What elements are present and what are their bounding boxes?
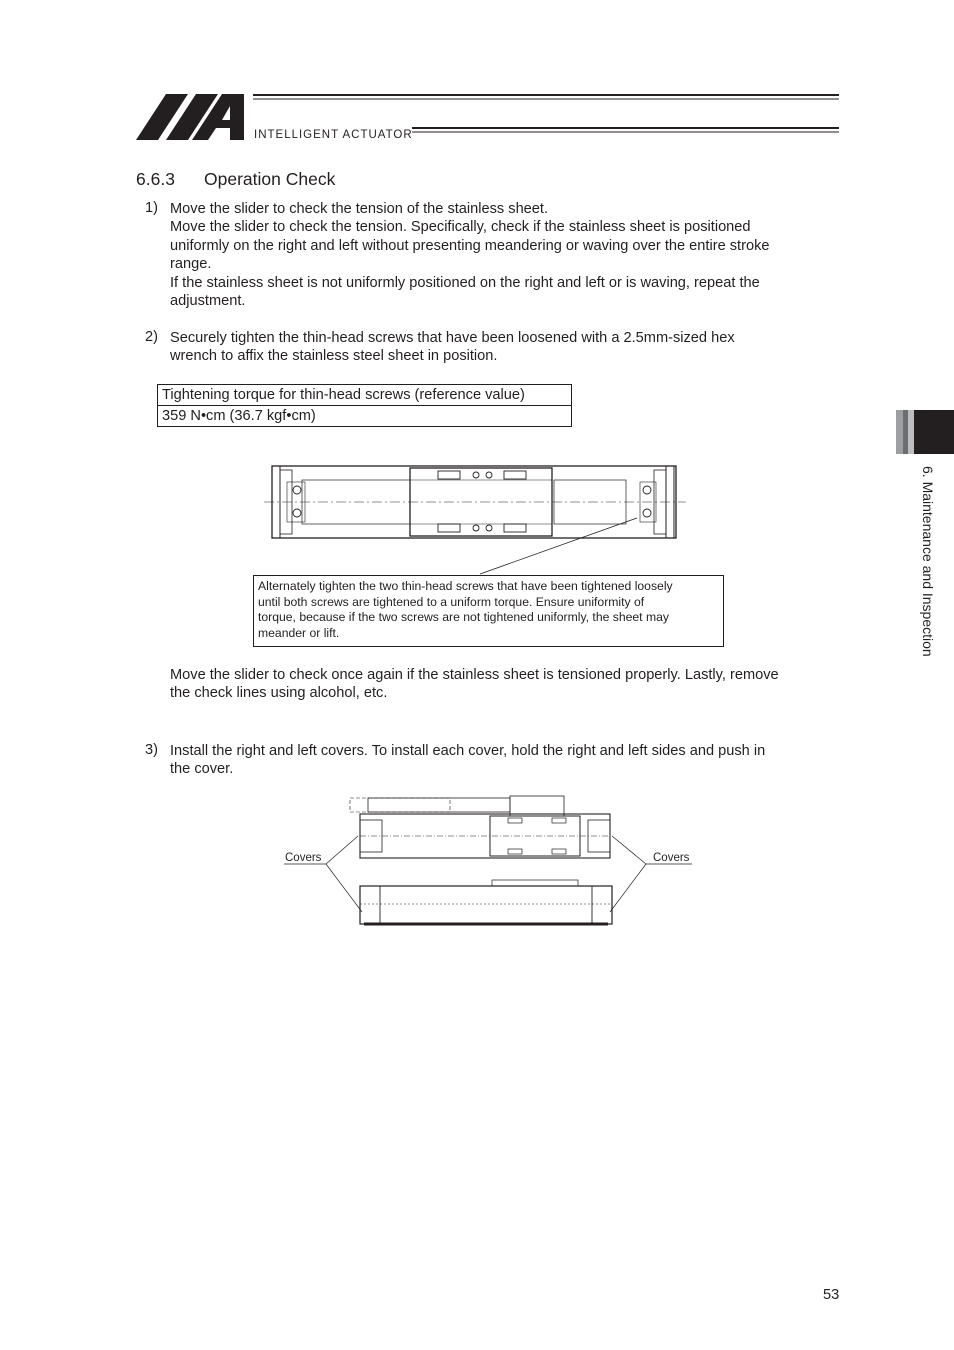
step-2-line: wrench to affix the stainless steel sheet in position.	[170, 348, 498, 365]
header-rules	[250, 92, 842, 134]
callout-line: Alternately tighten the two thin-head screws that have been tightened loosely	[258, 579, 673, 593]
recheck-line: the check lines using alcohol, etc.	[170, 685, 388, 702]
step-1-text	[170, 200, 860, 310]
step-2-text	[170, 329, 860, 366]
step-1-number: 1)	[145, 200, 158, 216]
callout-line: until both screws are tightened to a uniform torque. Ensure uniformity of	[258, 594, 645, 609]
section-number: 6.6.3	[136, 169, 175, 189]
covers-label-right: Covers	[653, 852, 690, 864]
callout-line: meander or lift.	[258, 625, 340, 640]
callout-line: torque, because if the two screws are not tightened uniformly, the sheet may	[258, 610, 669, 625]
torque-table-header: Tightening torque for thin-head screws (reference value)	[158, 385, 572, 406]
step-1-line: If the stainless sheet is not uniformly positioned on the right and left or is waving, repeat the	[170, 274, 760, 291]
section-title: Operation Check	[204, 169, 336, 189]
step-1-line: uniformly on the right and left without presenting meandering or waving over the entire stroke	[170, 237, 770, 254]
covers-label-left: Covers	[285, 852, 322, 864]
step-3-number: 3)	[145, 742, 158, 758]
step-1-line: range.	[170, 256, 212, 273]
step-2-line: Securely tighten the thin-head screws that have been loosened with a 2.5mm-sized hex	[170, 330, 735, 346]
step-3-line: Install the right and left covers. To install each cover, hold the right and left sides and push in	[170, 743, 766, 759]
chapter-side-label: 6. Maintenance and Inspection	[920, 466, 936, 657]
recheck-line: Move the slider to check once again if the stainless sheet is tensioned properly. Lastly, remove	[170, 667, 779, 683]
step-3-text	[170, 742, 860, 779]
actuator-covers-figure	[280, 794, 700, 936]
step-1-line: adjustment.	[170, 293, 246, 310]
iai-logo-icon	[136, 92, 256, 142]
step-3-line: the cover.	[170, 761, 234, 778]
step-1-line: Move the slider to check the tension of the stainless sheet.	[170, 201, 549, 217]
chapter-side-tab	[896, 410, 954, 454]
step-1-line: Move the slider to check the tension. Specifically, check if the stainless sheet is positioned	[170, 219, 751, 236]
logo-wordmark: INTELLIGENT ACTUATOR	[254, 129, 413, 141]
torque-table	[157, 384, 572, 427]
figure-1-callout	[253, 575, 724, 647]
torque-table-value: 359 N•cm (36.7 kgf•cm)	[158, 406, 572, 427]
actuator-top-view-figure	[262, 460, 688, 585]
recheck-text	[170, 666, 860, 703]
step-2-number: 2)	[145, 329, 158, 345]
page-number: 53	[823, 1287, 840, 1303]
